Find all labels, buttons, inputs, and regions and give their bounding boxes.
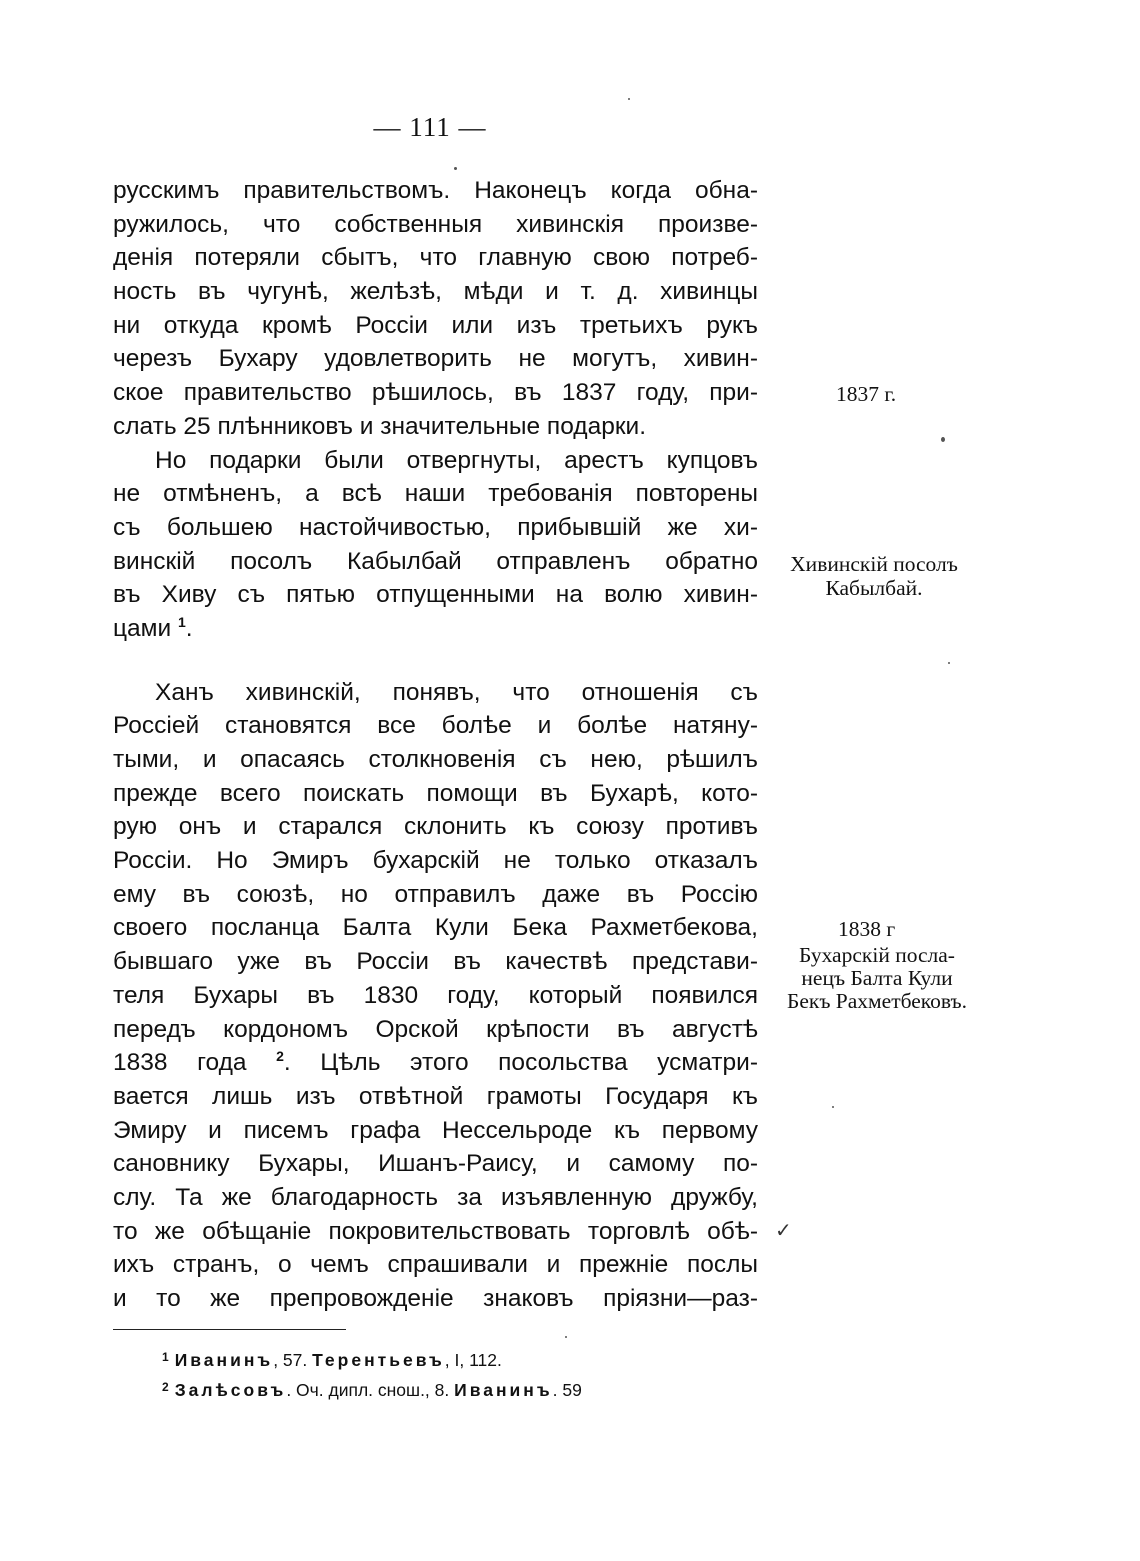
footnote [162, 1344, 582, 1374]
text-line: слать 25 плѣнниковъ и значительные подарки. [113, 412, 647, 440]
margin-note-line: Хивинскій посолъ [790, 552, 958, 576]
text-line: черезъ Бухару удовлетворить не могутъ, хивин- [113, 345, 758, 373]
scan-speck [454, 167, 457, 170]
scan-speck [565, 1336, 567, 1338]
text-line: Эмиру и писемъ графа Нессельроде къ первому [113, 1116, 758, 1144]
margin-note-kabylbai [772, 552, 976, 600]
margin-note-line: Бекъ Рахметбековъ. [786, 989, 968, 1013]
text-line: ское правительство рѣшилось, въ 1837 году, при- [113, 379, 758, 407]
text-line: винскій посолъ Кабылбай отправленъ обратно [113, 547, 758, 575]
paragraph [113, 444, 758, 646]
text-line [113, 1046, 758, 1080]
paragraph [113, 676, 758, 1316]
margin-note-line: Бухарскій посла- [799, 943, 955, 967]
scan-speck [628, 98, 630, 100]
text-line: теля Бухары въ 1830 году, который появился [113, 981, 758, 1009]
footnote-author: Терентьевъ [312, 1350, 445, 1370]
footnote-text: , I, 112. [444, 1350, 502, 1370]
footnote-number: 1 [162, 1350, 169, 1364]
footnotes [162, 1344, 582, 1404]
text-line: слу. Та же благодарность за изъявленную дружбу, [113, 1183, 758, 1211]
footnote-text: . 59 [552, 1380, 582, 1400]
text-line: сановнику Бухары, Ишанъ-Раису, и самому по- [113, 1150, 758, 1178]
footnote-text: . Оч. дипл. снош., 8. [286, 1380, 455, 1400]
text-line: не отмѣненъ, а всѣ наши требованія повторены [113, 480, 758, 508]
text-line: и то же препровожденіе знаковъ пріязни—раз- [113, 1285, 758, 1312]
text-line: рую онъ и старался склонить къ союзу противъ [113, 813, 758, 841]
text-line: ружилось, что собственныя хивинскія произве- [113, 210, 758, 238]
footnote-author: Иванинъ [174, 1350, 274, 1370]
text-line: прежде всего поискать помощи въ Бухарѣ, кото- [113, 779, 758, 807]
line-text: . Цѣль этого посольства усматри- [283, 1049, 758, 1077]
text-line: Россіей становятся все болѣе и болѣе натяну- [113, 712, 758, 740]
margin-note-year-1838: 1838 г [838, 917, 896, 941]
margin-note-year-1837: 1837 г. [836, 382, 897, 406]
paragraph-gap [113, 646, 758, 676]
main-text [113, 174, 758, 1316]
text-line: передъ кордономъ Орской крѣпости въ августѣ [113, 1015, 758, 1043]
footnote-author: Залѣсовъ [174, 1380, 287, 1400]
text-line: бывшаго уже въ Россіи въ качествѣ представи- [113, 948, 758, 976]
text-line: цами $^1$. [113, 613, 193, 642]
footnote-ref: 1 [178, 613, 186, 630]
text-line: денія потеряли сбытъ, что главную свою потреб- [113, 244, 758, 272]
text-line: своего посланца Балта Кули Бека Рахметбекова, [113, 914, 758, 942]
margin-note-bukhara-envoy [772, 944, 982, 1013]
margin-note-line: нецъ Балта Кули [801, 966, 953, 990]
footnote-divider [113, 1329, 346, 1330]
scan-speck [948, 662, 950, 664]
text-line: ни откуда кромѣ Россіи или изъ третьихъ рукъ [113, 311, 758, 339]
margin-note-line: Кабылбай. [825, 576, 923, 600]
paragraph [113, 174, 758, 444]
footnote-text: , 57. [273, 1350, 313, 1370]
footnote-author: Иванинъ [454, 1380, 553, 1400]
footnote-ref: 2 [276, 1048, 284, 1065]
text-line: съ большею настойчивостью, прибывшій же хи- [113, 513, 758, 541]
text-line: Но подарки были отвергнуты, арестъ купцовъ [155, 446, 758, 474]
scan-speck [941, 437, 945, 442]
text-line: ихъ странъ, о чемъ спрашивали и прежніе послы [113, 1251, 758, 1279]
text-line: ность въ чугунѣ, желѣзѣ, мѣди и т. д. хивинцы [113, 278, 758, 306]
text-line: вается лишь изъ отвѣтной грамоты Государя къ [113, 1082, 758, 1110]
checkmark-icon: ✓ [775, 1218, 792, 1242]
text-line: въ Хиву съ пятью отпущенными на волю хивин- [113, 581, 758, 609]
text-line: Россіи. Но Эмиръ бухарскій не только отказалъ [113, 847, 758, 875]
scan-speck [832, 1106, 834, 1108]
text-line: то же обѣщаніе покровительствовать торговлѣ обѣ- [113, 1217, 758, 1245]
text-line: русскимъ правительствомъ. Наконецъ когда обна- [113, 177, 758, 204]
text-line: Ханъ хивинскій, понявъ, что отношенія съ [155, 678, 758, 706]
footnote-number: 2 [162, 1380, 169, 1394]
text-line: ему въ союзѣ, но отправилъ даже въ Россію [113, 880, 758, 908]
page-number: — 111 — [373, 112, 487, 142]
line-text: цами [113, 614, 172, 642]
line-text: 1838 года [113, 1049, 247, 1077]
text-line: тыми, и опасаясь столкновенія съ нею, рѣшилъ [113, 746, 758, 773]
footnote [162, 1374, 582, 1404]
